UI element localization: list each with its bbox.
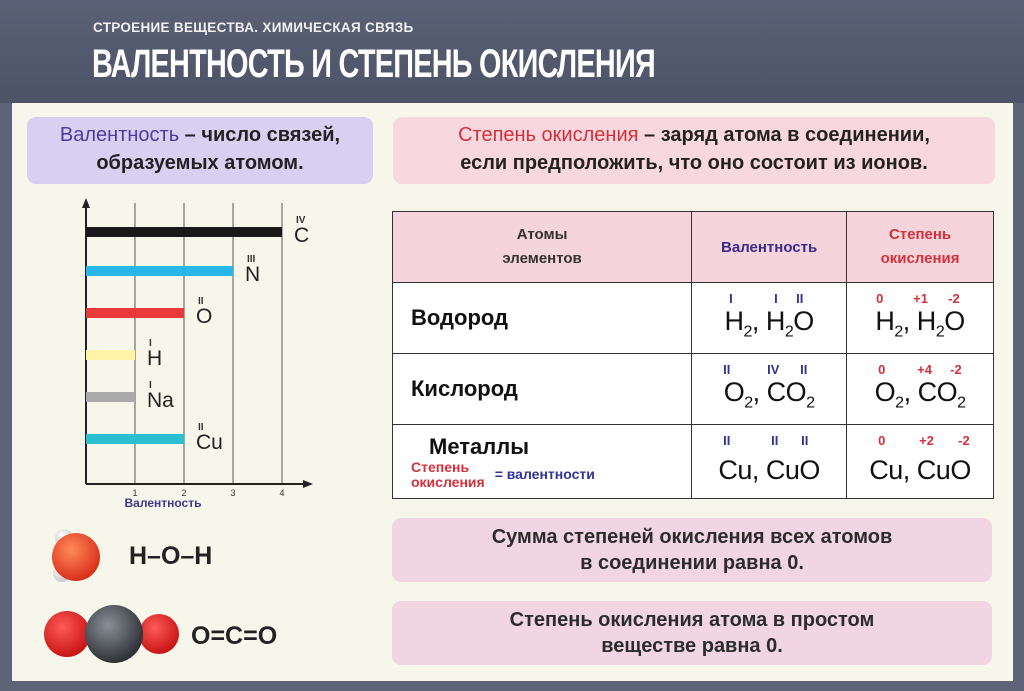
row-metals <box>393 425 692 499</box>
formula-h2-h2o: $H_2$, $H_2O$ <box>875 305 965 340</box>
formula-h2-h2o: $H_2$, $H_2O$ <box>724 305 814 340</box>
metals-note-red <box>411 460 485 490</box>
cell-oxidation-metals <box>847 425 994 499</box>
valence-roman-label: I <box>149 338 152 349</box>
metals-note <box>411 460 691 490</box>
row-name-hydrogen: Водород <box>393 283 692 354</box>
valence-roman-label: I <box>149 380 152 391</box>
ox-mark: +2 <box>919 433 934 448</box>
valence-roman-label: IV <box>296 215 306 226</box>
valence-oxidation-table <box>392 211 994 499</box>
x-axis-arrow <box>303 480 313 488</box>
val-mark: II <box>800 362 808 377</box>
val-mark: II <box>723 362 731 377</box>
oxygen-atom <box>139 614 179 654</box>
metals-note-eq: = валентности <box>494 466 595 482</box>
co2-formula: O=C=O <box>191 622 278 650</box>
row-name-oxygen: Кислород <box>393 354 692 425</box>
oxidation-definition <box>393 117 995 184</box>
sum-rule-box <box>392 518 992 582</box>
bar-label-c: C <box>294 224 310 247</box>
bar-c <box>86 227 282 237</box>
ox-mark: 0 <box>878 433 886 448</box>
water-formula: H–O–H <box>129 542 213 570</box>
ox-mark: -2 <box>958 433 970 448</box>
row-name-metals: Металлы <box>429 433 530 459</box>
cell-valence-oxygen <box>692 354 847 425</box>
cell-valence-metals <box>692 425 847 499</box>
val-mark: IV <box>767 362 780 377</box>
x-tick-label: 4 <box>279 488 285 498</box>
valence-roman-label: III <box>247 254 256 265</box>
ox-mark: 0 <box>878 362 886 377</box>
bar-label-h: H <box>147 347 163 370</box>
x-axis-label: Валентность <box>124 496 202 510</box>
val-mark: I <box>729 291 733 306</box>
table-row <box>393 425 994 499</box>
ox-mark: +1 <box>913 291 928 306</box>
table-row <box>393 283 994 354</box>
table-header-row <box>393 212 994 283</box>
page-title: ВАЛЕНТНОСТЬ И СТЕПЕНЬ ОКИСЛЕНИЯ <box>92 42 655 86</box>
co2-molecule-icon <box>42 600 182 670</box>
ox-mark: -2 <box>950 362 962 377</box>
oxidation-def-line1: – заряд атома в соединении, <box>638 124 930 146</box>
valence-def-line2: образуемых атомом. <box>96 152 304 174</box>
formula-o2-co2: $O_2$, $CO_2$ <box>874 376 966 411</box>
header-atoms-line2: элементов <box>502 250 582 267</box>
oxidation-def-line2: если предположить, что оно состоит из ионов. <box>460 152 928 174</box>
sum-rule-line1: Сумма степеней окисления всех атомов <box>491 526 893 548</box>
bar-label-n: N <box>245 263 261 286</box>
header-atoms <box>393 212 692 283</box>
bar-h <box>86 350 135 360</box>
val-mark: I <box>774 291 778 306</box>
y-axis-arrow <box>82 198 90 208</box>
note-red-2: окисления <box>411 473 485 490</box>
header-atoms-line1: Атомы <box>516 226 568 243</box>
cell-oxidation-oxygen <box>847 354 994 425</box>
note-red-1: Степень <box>411 458 470 475</box>
bar-label-cu: Cu <box>196 431 223 454</box>
simple-substance-rule-box <box>392 601 992 665</box>
cell-oxidation-hydrogen <box>847 283 994 354</box>
val-mark: II <box>796 291 804 306</box>
x-tick-label: 2 <box>181 488 187 498</box>
valence-term: Валентность <box>59 124 180 146</box>
bar-label-o: O <box>196 305 213 328</box>
bar-cu <box>86 434 184 444</box>
ox-mark: +4 <box>917 362 932 377</box>
formula-o2-co2: $O_2$, $CO_2$ <box>723 376 815 411</box>
header-valence: Валентность <box>692 212 847 283</box>
ox-mark: -2 <box>948 291 960 306</box>
cell-valence-hydrogen <box>692 283 847 354</box>
valence-roman-label: II <box>198 422 204 433</box>
header-ox-line2: окисления <box>880 250 960 267</box>
section-subtitle: СТРОЕНИЕ ВЕЩЕСТВА. ХИМИЧЕСКАЯ СВЯЗЬ <box>93 20 414 35</box>
simple-rule-line1: Степень окисления атома в простом <box>509 609 875 631</box>
sum-rule-line2: в соединении равна 0. <box>580 552 804 574</box>
table-row <box>393 354 994 425</box>
bar-label-na: Na <box>147 389 174 412</box>
x-tick-label: 3 <box>230 488 236 498</box>
oxidation-term: Степень окисления <box>458 124 639 146</box>
formula-cu-cuo: Cu, CuO <box>718 455 820 485</box>
ox-mark: 0 <box>876 291 884 306</box>
valence-def-line1: – число связей, <box>179 124 341 146</box>
carbon-atom <box>85 605 143 663</box>
bar-na <box>86 392 135 402</box>
header-ox-line1: Степень <box>888 226 952 243</box>
x-tick-label: 1 <box>132 488 138 498</box>
simple-rule-line2: веществе равна 0. <box>601 635 783 657</box>
oxygen-atom <box>52 533 100 581</box>
formula-cu-cuo: Cu, CuO <box>869 455 971 485</box>
bar-o <box>86 308 184 318</box>
val-mark: II <box>771 433 779 448</box>
valence-bar-chart <box>0 0 400 520</box>
header-oxidation <box>847 212 994 283</box>
valence-roman-label: II <box>198 296 204 307</box>
val-mark: II <box>723 433 731 448</box>
oxygen-atom <box>44 611 90 657</box>
water-molecule-icon <box>40 523 115 593</box>
val-mark: II <box>801 433 809 448</box>
bar-n <box>86 266 233 276</box>
